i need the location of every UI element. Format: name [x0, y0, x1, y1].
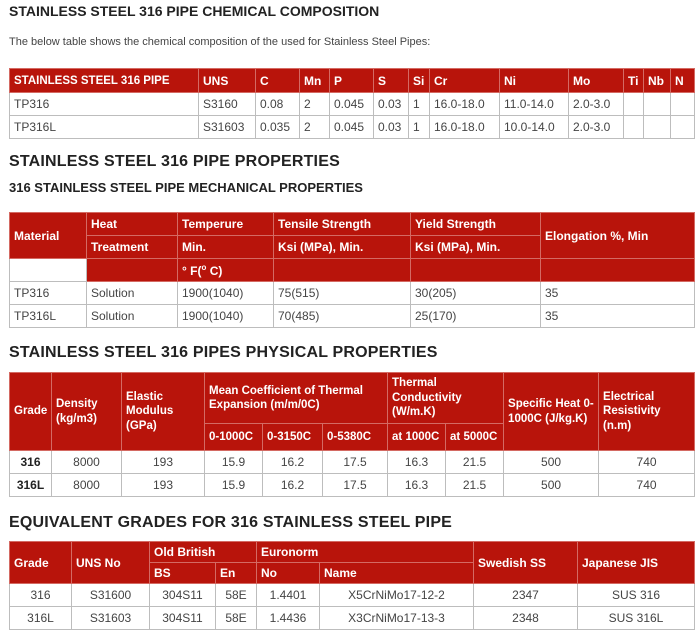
- table-cell: 500: [504, 474, 599, 497]
- table-cell: 2347: [474, 584, 578, 607]
- col-header: Nb: [644, 69, 671, 93]
- heat-header-sub: Treatment: [87, 236, 178, 259]
- table-cell: 0.045: [330, 116, 374, 139]
- table-cell: 70(485): [274, 305, 411, 328]
- equivalent-header-row: [10, 542, 695, 563]
- table-row: [10, 451, 695, 474]
- table-row: [10, 282, 695, 305]
- mechanical-properties-heading: 316 STAINLESS STEEL PIPE MECHANICAL PROPERTIES: [9, 180, 363, 195]
- table-cell: 316: [10, 451, 52, 474]
- heat-header: Heat: [87, 213, 178, 236]
- table-cell: 21.5: [446, 474, 504, 497]
- table-cell: 17.5: [323, 474, 388, 497]
- table-cell: 25(170): [411, 305, 541, 328]
- table-cell: [671, 116, 695, 139]
- empty-header-cell: [541, 259, 695, 282]
- table-cell: [671, 93, 695, 116]
- swedish-header: Swedish SS: [474, 542, 578, 584]
- col-header: P: [330, 69, 374, 93]
- table-cell: 0.08: [256, 93, 300, 116]
- tensile-header: Tensile Strength: [274, 213, 411, 236]
- table-cell: 193: [122, 474, 205, 497]
- table-cell: [644, 116, 671, 139]
- elastic-modulus-header: Elastic Modulus (GPa): [122, 373, 205, 451]
- table-cell: TP316L: [10, 116, 199, 139]
- table-cell: 15.9: [205, 474, 263, 497]
- equivalent-grades-heading: EQUIVALENT GRADES FOR 316 STAINLESS STEEL PIPE: [9, 514, 453, 531]
- table-cell: 304S11: [150, 584, 216, 607]
- elongation-header: Elongation %, Min: [541, 213, 695, 259]
- table-cell: [624, 93, 644, 116]
- table-cell: 58E: [216, 584, 257, 607]
- table-cell: 75(515): [274, 282, 411, 305]
- table-cell: 304S11: [150, 607, 216, 630]
- material-header: Material: [10, 213, 87, 259]
- thermal-conductivity-header: Thermal Conductivity (W/m.K): [388, 373, 504, 424]
- uns-header: UNS No: [72, 542, 150, 584]
- table-cell: TP316: [10, 282, 87, 305]
- physical-header-row: [10, 373, 695, 424]
- yield-header: Yield Strength: [411, 213, 541, 236]
- col-header: Cr: [430, 69, 500, 93]
- col-header: Mn: [300, 69, 330, 93]
- table-cell: 35: [541, 305, 695, 328]
- col-header: C: [256, 69, 300, 93]
- table-cell: 193: [122, 451, 205, 474]
- table-cell: 30(205): [411, 282, 541, 305]
- mechanical-header-row: [10, 259, 695, 282]
- sub-header: 0-1000C: [205, 424, 263, 451]
- table-cell: 2.0-3.0: [569, 93, 624, 116]
- table-cell: 8000: [52, 451, 122, 474]
- table-row: [10, 474, 695, 497]
- table-cell: 2.0-3.0: [569, 116, 624, 139]
- table-cell: 1900(1040): [178, 282, 274, 305]
- table-cell: 0.035: [256, 116, 300, 139]
- table-cell: 1.4436: [257, 607, 320, 630]
- temperature-unit-header: [178, 259, 274, 282]
- col-header: Si: [409, 69, 430, 93]
- col-header: Mo: [569, 69, 624, 93]
- col-header: S: [374, 69, 409, 93]
- table-cell: 35: [541, 282, 695, 305]
- sub-header: 0-3150C: [263, 424, 323, 451]
- empty-header-cell: [87, 259, 178, 282]
- table-cell: TP316L: [10, 305, 87, 328]
- chemical-composition-table: [9, 68, 695, 139]
- table-cell: 0.03: [374, 93, 409, 116]
- table-cell: SUS 316: [578, 584, 695, 607]
- col-header: STAINLESS STEEL 316 PIPE: [10, 69, 199, 93]
- empty-header-cell: [411, 259, 541, 282]
- table-row: [10, 116, 695, 139]
- table-cell: 0.045: [330, 93, 374, 116]
- table-cell: X3CrNiMo17-13-3: [320, 607, 474, 630]
- grade-header: Grade: [10, 373, 52, 451]
- table-cell: [624, 116, 644, 139]
- en-header: En: [216, 563, 257, 584]
- table-cell: 17.5: [323, 451, 388, 474]
- chemical-header-row: [10, 69, 695, 93]
- table-cell: 15.9: [205, 451, 263, 474]
- mechanical-properties-table: [9, 212, 695, 328]
- no-header: No: [257, 563, 320, 584]
- table-cell: 16.0-18.0: [430, 116, 500, 139]
- table-row: [10, 305, 695, 328]
- pipe-properties-heading: STAINLESS STEEL 316 PIPE PROPERTIES: [9, 153, 340, 170]
- table-cell: 16.3: [388, 451, 446, 474]
- mechanical-header-row: [10, 213, 695, 236]
- table-cell: S3160: [199, 93, 256, 116]
- electrical-resistivity-header: Electrical Resistivity (n.m): [599, 373, 695, 451]
- table-cell: X5CrNiMo17-12-2: [320, 584, 474, 607]
- table-cell: 8000: [52, 474, 122, 497]
- table-cell: 2: [300, 93, 330, 116]
- empty-header-cell: [10, 259, 87, 282]
- sub-header: at 1000C: [388, 424, 446, 451]
- temperature-header: Temperure: [178, 213, 274, 236]
- table-cell: 2348: [474, 607, 578, 630]
- table-cell: S31603: [199, 116, 256, 139]
- table-row: [10, 607, 695, 630]
- table-cell: 1: [409, 93, 430, 116]
- table-cell: 316L: [10, 474, 52, 497]
- physical-properties-table: [9, 372, 695, 497]
- table-cell: Solution: [87, 305, 178, 328]
- table-cell: 0.03: [374, 116, 409, 139]
- japanese-jis-header: Japanese JIS: [578, 542, 695, 584]
- col-header: N: [671, 69, 695, 93]
- col-header: UNS: [199, 69, 256, 93]
- table-cell: 58E: [216, 607, 257, 630]
- table-cell: 21.5: [446, 451, 504, 474]
- table-cell: S31603: [72, 607, 150, 630]
- table-cell: 740: [599, 451, 695, 474]
- temperature-unit-end: C): [206, 263, 223, 278]
- sub-header: at 5000C: [446, 424, 504, 451]
- table-cell: S31600: [72, 584, 150, 607]
- tensile-header-sub: Ksi (MPa), Min.: [274, 236, 411, 259]
- physical-properties-heading: STAINLESS STEEL 316 PIPES PHYSICAL PROPERTIES: [9, 344, 438, 361]
- table-cell: 16.2: [263, 451, 323, 474]
- table-cell: 1900(1040): [178, 305, 274, 328]
- table-cell: 316L: [10, 607, 72, 630]
- table-row: [10, 584, 695, 607]
- name-header: Name: [320, 563, 474, 584]
- table-cell: 316: [10, 584, 72, 607]
- empty-header-cell: [274, 259, 411, 282]
- temperature-header-sub: Min.: [178, 236, 274, 259]
- table-cell: 11.0-14.0: [500, 93, 569, 116]
- old-british-header: Old British: [150, 542, 257, 563]
- table-row: [10, 93, 695, 116]
- table-cell: 500: [504, 451, 599, 474]
- table-cell: 1.4401: [257, 584, 320, 607]
- table-cell: 740: [599, 474, 695, 497]
- grade-header: Grade: [10, 542, 72, 584]
- table-cell: 2: [300, 116, 330, 139]
- table-cell: TP316: [10, 93, 199, 116]
- equivalent-grades-table: [9, 541, 695, 630]
- table-cell: 1: [409, 116, 430, 139]
- table-cell: [644, 93, 671, 116]
- col-header: Ni: [500, 69, 569, 93]
- table-cell: 10.0-14.0: [500, 116, 569, 139]
- euronorm-header: Euronorm: [257, 542, 474, 563]
- chemical-intro-text: The below table shows the chemical composition of the used for Stainless Steel Pipes:: [9, 36, 431, 48]
- yield-header-sub: Ksi (MPa), Min.: [411, 236, 541, 259]
- table-cell: 16.3: [388, 474, 446, 497]
- degree-superscript: o: [201, 262, 207, 272]
- col-header: Ti: [624, 69, 644, 93]
- thermal-expansion-header: Mean Coefficient of Thermal Expansion (m/m/0C): [205, 373, 388, 424]
- chemical-composition-heading: STAINLESS STEEL 316 PIPE CHEMICAL COMPOSITION: [9, 3, 380, 19]
- sub-header: 0-5380C: [323, 424, 388, 451]
- table-cell: Solution: [87, 282, 178, 305]
- table-cell: 16.0-18.0: [430, 93, 500, 116]
- bs-header: BS: [150, 563, 216, 584]
- table-cell: 16.2: [263, 474, 323, 497]
- specific-heat-header: Specific Heat 0-1000C (J/kg.K): [504, 373, 599, 451]
- temperature-unit-text: ° F(: [182, 263, 202, 278]
- table-cell: SUS 316L: [578, 607, 695, 630]
- density-header: Density (kg/m3): [52, 373, 122, 451]
